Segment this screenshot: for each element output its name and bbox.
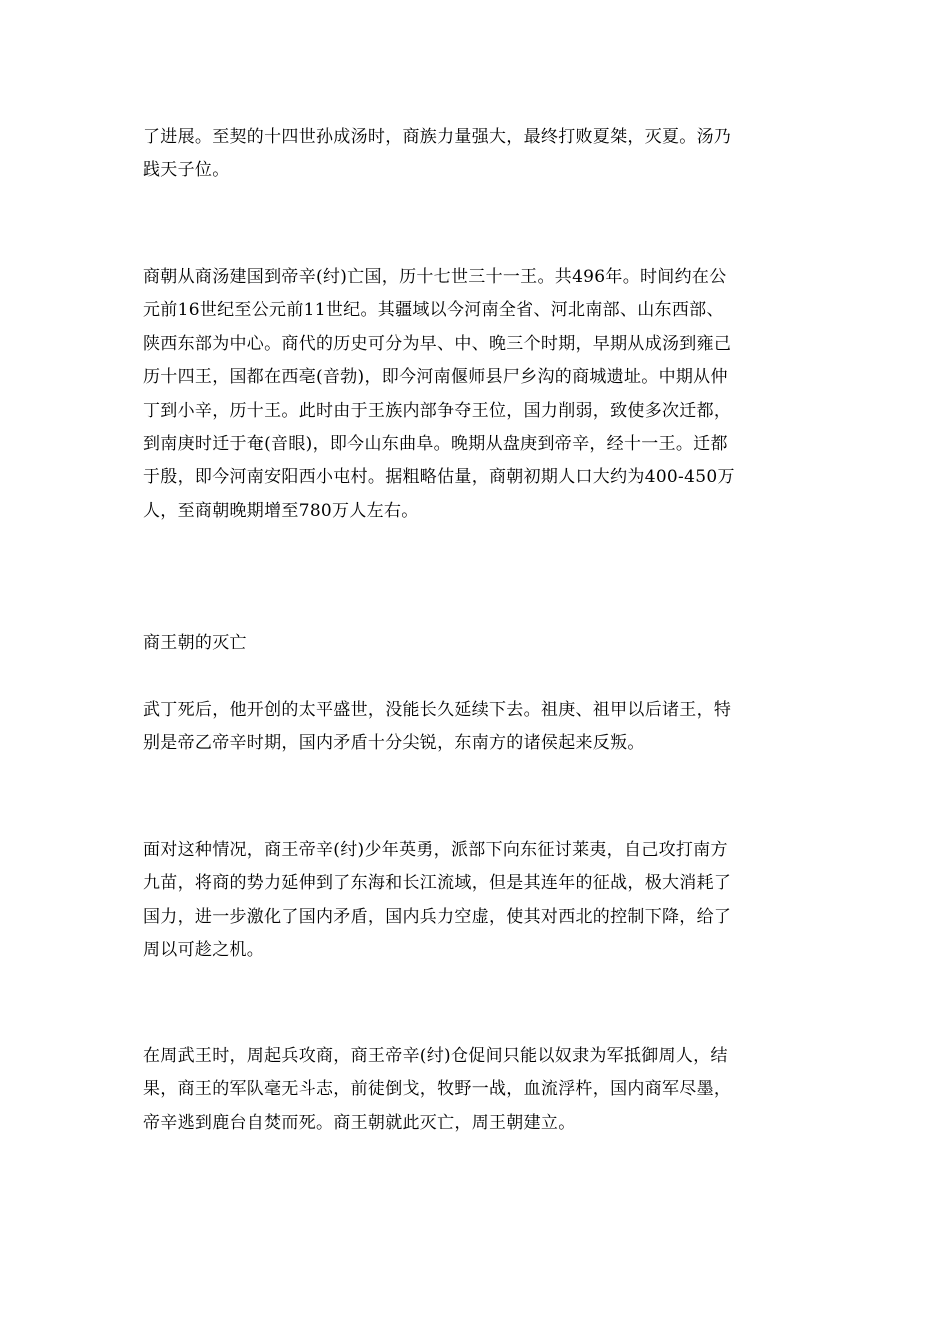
text-line: 践天子位。 (143, 160, 230, 181)
section-heading (143, 627, 809, 660)
heading-text: 商王朝的灭亡 (143, 633, 247, 653)
text-line: 于殷，即今河南安阳西小屯村。据粗略估量，商朝初期人口大约为400-450万 (143, 467, 735, 488)
paragraph-2 (143, 261, 809, 528)
text-line: 陕西东部为中心。商代的历史可分为早、中、晚三个时期，早期从成汤到雍己 (143, 333, 732, 354)
text-line: 到南庚时迁于奄(音眼)，即今山东曲阜。晚期从盘庚到帝辛，经十一王。迁都 (143, 434, 728, 455)
text-line: 国力，进一步激化了国内矛盾，国内兵力空虚，使其对西北的控制下降，给了 (143, 906, 732, 927)
paragraph-5 (143, 1040, 809, 1140)
text-line: 武丁死后，他开创的太平盛世，没能长久延续下去。祖庚、祖甲以后诸王，特 (143, 700, 732, 720)
paragraph-1 (143, 121, 809, 188)
paragraph-3 (143, 694, 809, 761)
text-line: 在周武王时，周起兵攻商，商王帝辛(纣)仓促间只能以奴隶为军抵御周人，结 (143, 1046, 728, 1066)
text-line: 面对这种情况，商王帝辛(纣)少年英勇，派部下向东征讨莱夷，自己攻打南方 (143, 840, 728, 860)
text-line: 周以可趁之机。 (143, 940, 265, 961)
text-line: 人，至商朝晚期增至780万人左右。 (143, 500, 419, 521)
text-line: 帝辛逃到鹿台自焚而死。商王朝就此灭亡，周王朝建立。 (143, 1112, 576, 1133)
text-line: 历十四王，国都在西亳(音勃)，即今河南偃师县尸乡沟的商城遗址。中期从仲 (143, 367, 728, 388)
text-line: 丁到小辛，历十王。此时由于王族内部争夺王位，国力削弱，致使多次迁都， (143, 400, 732, 421)
text-line: 别是帝乙帝辛时期，国内矛盾十分尖锐，东南方的诸侯起来反叛。 (143, 733, 645, 754)
text-line: 元前16世纪至公元前11世纪。其疆域以今河南全省、河北南部、山东西部、 (143, 300, 724, 321)
text-line: 果，商王的军队毫无斗志，前徒倒戈，牧野一战，血流浮杵，国内商军尽墨， (143, 1079, 732, 1100)
text-line: 了进展。至契的十四世孙成汤时，商族力量强大，最终打败夏桀，灭夏。汤乃 (143, 127, 732, 147)
text-line: 九苗，将商的势力延伸到了东海和长江流域，但是其连年的征战，极大消耗了 (143, 873, 732, 894)
paragraph-4 (143, 834, 809, 968)
text-line: 商朝从商汤建国到帝辛(纣)亡国，历十七世三十一王。共496年。时间约在公 (143, 267, 727, 287)
